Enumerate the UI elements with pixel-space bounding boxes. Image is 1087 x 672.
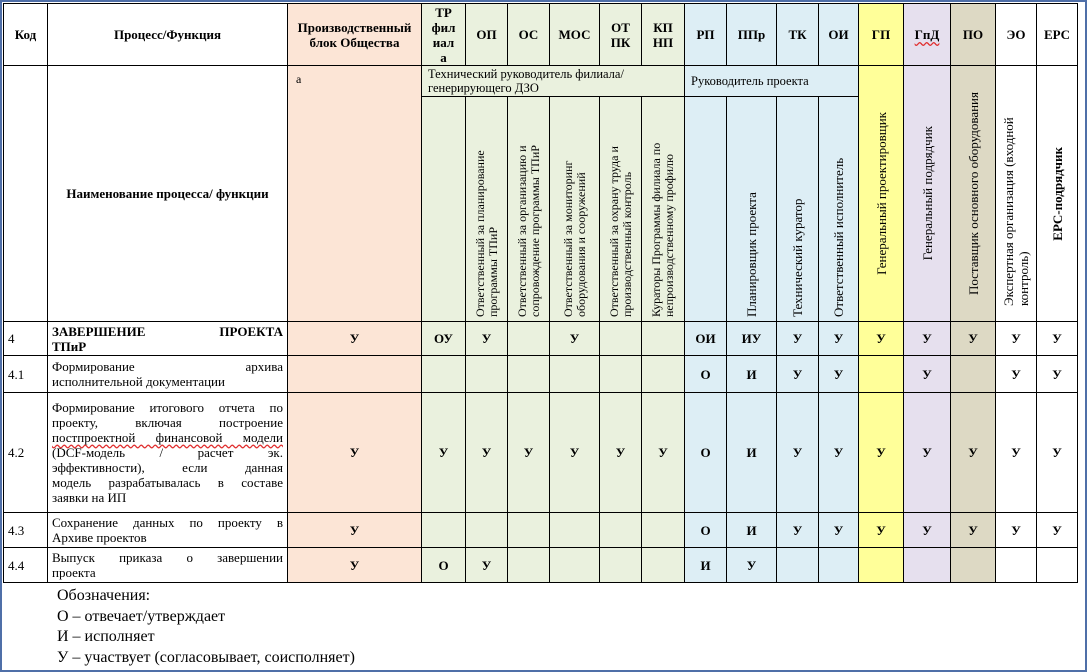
- process-name-label: Наименование процесса/ функции: [48, 66, 288, 322]
- cell: У: [288, 513, 422, 548]
- cell: О: [422, 548, 466, 583]
- row-process: Выпуск приказа о завершении проекта: [48, 548, 288, 583]
- os-sub: Ответственный за организацию и сопровождение программы ТПиР: [508, 97, 550, 322]
- cell: [951, 356, 996, 393]
- cell: [550, 356, 600, 393]
- col-otpk-header: ОТ ПК: [600, 4, 642, 66]
- col-tr-header: ТР фил иал а: [422, 4, 466, 66]
- cell: У: [600, 393, 642, 513]
- cell: [642, 513, 685, 548]
- tk-sub: Технический куратор: [777, 97, 819, 322]
- col-eps-header: EPC: [1037, 4, 1078, 66]
- cell: [550, 548, 600, 583]
- cell: У: [1037, 513, 1078, 548]
- row-process: Формирование архива исполнительной документации: [48, 356, 288, 393]
- table-row: [4, 356, 1078, 393]
- cell: У: [859, 513, 904, 548]
- cell: У: [777, 513, 819, 548]
- cell: У: [819, 393, 859, 513]
- kpnp-sub: Кураторы Программы филиала по непроизводственному профилю: [642, 97, 685, 322]
- raci-table: [3, 3, 1078, 583]
- cell: [859, 548, 904, 583]
- cell: У: [819, 356, 859, 393]
- row-process: ЗАВЕРШЕНИЕ ПРОЕКТА ТПиР: [48, 322, 288, 356]
- cell: У: [777, 322, 819, 356]
- cell: У: [904, 513, 951, 548]
- legend-u: У – участвует (согласовывает, соисполняет): [57, 648, 355, 666]
- table-row: [4, 393, 1078, 513]
- col-rp-header: РП: [685, 4, 727, 66]
- col-gp-header: ГП: [859, 4, 904, 66]
- cell: У: [466, 393, 508, 513]
- project-manager-group: Руководитель проекта: [685, 66, 859, 97]
- cell: У: [777, 356, 819, 393]
- cell: У: [904, 393, 951, 513]
- tr-sub-empty: [422, 97, 466, 322]
- row-code: 4.3: [4, 513, 48, 548]
- legend-o: О – отвечает/утверждает: [57, 607, 226, 625]
- table-row: [4, 513, 1078, 548]
- legend: [57, 586, 355, 668]
- cell: У: [951, 513, 996, 548]
- col-eo-header: ЭО: [996, 4, 1037, 66]
- cell: У: [819, 322, 859, 356]
- mos-sub: Ответственный за мониторинг оборудования и сооружений: [550, 97, 600, 322]
- prod-block-sub: а: [288, 66, 422, 322]
- col-po-header: ПО: [951, 4, 996, 66]
- cell: [777, 548, 819, 583]
- cell: ИУ: [727, 322, 777, 356]
- cell: [996, 548, 1037, 583]
- cell: У: [996, 356, 1037, 393]
- cell: У: [819, 513, 859, 548]
- eps-sub: EPC-подрядчик: [1037, 66, 1078, 322]
- cell: У: [996, 513, 1037, 548]
- cell: [642, 356, 685, 393]
- cell: [642, 548, 685, 583]
- cell: У: [951, 393, 996, 513]
- row-code: 4.2: [4, 393, 48, 513]
- cell: [642, 322, 685, 356]
- rp-sub-empty: [685, 97, 727, 322]
- cell: [550, 513, 600, 548]
- col-os-header: ОС: [508, 4, 550, 66]
- otpk-sub: Ответственный за охрану труда и производственный контроль: [600, 97, 642, 322]
- cell: У: [288, 322, 422, 356]
- cell: [600, 548, 642, 583]
- cell: У: [642, 393, 685, 513]
- cell: [508, 356, 550, 393]
- col-mos-header: МОС: [550, 4, 600, 66]
- row-code: 4.1: [4, 356, 48, 393]
- cell: [600, 322, 642, 356]
- tech-director-group: Технический руководитель филиала/генерирующего ДЗО: [422, 66, 685, 97]
- cell: [422, 356, 466, 393]
- col-ppr-header: ППр: [727, 4, 777, 66]
- cell: У: [550, 393, 600, 513]
- cell: О: [685, 513, 727, 548]
- cell: У: [859, 322, 904, 356]
- cell: ОИ: [685, 322, 727, 356]
- row-code: 4.4: [4, 548, 48, 583]
- cell: У: [727, 548, 777, 583]
- cell: У: [508, 393, 550, 513]
- col-tk-header: ТК: [777, 4, 819, 66]
- op-sub: Ответственный за планирование программы ТПиР: [466, 97, 508, 322]
- code-sub-empty: [4, 66, 48, 322]
- cell: [1037, 548, 1078, 583]
- col-kpnp-header: КП НП: [642, 4, 685, 66]
- cell: [508, 513, 550, 548]
- row-process: Формирование итогового отчета по проекту, включая построение постпроектной финансовой модели (DCF-модель / расчет эк. эффективности), если данная модель разрабатывалась в составе заявки на ИП: [48, 393, 288, 513]
- subheader-row-1: [4, 66, 1078, 97]
- gpd-sub: Генеральный подрядчик: [904, 66, 951, 322]
- table-row: [4, 322, 1078, 356]
- cell: И: [727, 513, 777, 548]
- row-process: Сохранение данных по проекту в Архиве проектов: [48, 513, 288, 548]
- cell: [508, 548, 550, 583]
- cell: [859, 356, 904, 393]
- cell: О: [685, 356, 727, 393]
- col-prod-block-header: Производственный блок Общества: [288, 4, 422, 66]
- cell: У: [1037, 322, 1078, 356]
- cell: У: [422, 393, 466, 513]
- cell: У: [996, 322, 1037, 356]
- cell: [466, 513, 508, 548]
- cell: У: [777, 393, 819, 513]
- cell: У: [1037, 393, 1078, 513]
- cell: [600, 513, 642, 548]
- cell: [904, 548, 951, 583]
- cell: [951, 548, 996, 583]
- cell: [819, 548, 859, 583]
- cell: У: [1037, 356, 1078, 393]
- cell: [466, 356, 508, 393]
- cell: У: [550, 322, 600, 356]
- col-gpd-header: ГпД: [904, 4, 951, 66]
- cell: У: [904, 356, 951, 393]
- cell: ОУ: [422, 322, 466, 356]
- cell: И: [685, 548, 727, 583]
- cell: У: [951, 322, 996, 356]
- cell: И: [727, 393, 777, 513]
- ppr-sub: Планировщик проекта: [727, 97, 777, 322]
- cell: У: [859, 393, 904, 513]
- col-process-header: Процесс/Функция: [48, 4, 288, 66]
- gp-sub: Генеральный проектировщик: [859, 66, 904, 322]
- col-code-header: Код: [4, 4, 48, 66]
- cell: У: [904, 322, 951, 356]
- legend-title: Обозначения:: [57, 587, 151, 604]
- header-row: [4, 4, 1078, 66]
- cell: [422, 513, 466, 548]
- cell: [600, 356, 642, 393]
- table-row: [4, 548, 1078, 583]
- legend-i: И – исполняет: [57, 628, 155, 645]
- cell: У: [996, 393, 1037, 513]
- oi-sub: Ответственный исполнитель: [819, 97, 859, 322]
- cell: [508, 322, 550, 356]
- cell: У: [288, 393, 422, 513]
- cell: У: [466, 548, 508, 583]
- cell: О: [685, 393, 727, 513]
- cell: И: [727, 356, 777, 393]
- row-code: 4: [4, 322, 48, 356]
- cell: [288, 356, 422, 393]
- cell: У: [466, 322, 508, 356]
- cell: У: [288, 548, 422, 583]
- col-op-header: ОП: [466, 4, 508, 66]
- eo-sub: Экспертная организация (входной контроль): [996, 66, 1037, 322]
- po-sub: Поставщик основного оборудования: [951, 66, 996, 322]
- col-oi-header: ОИ: [819, 4, 859, 66]
